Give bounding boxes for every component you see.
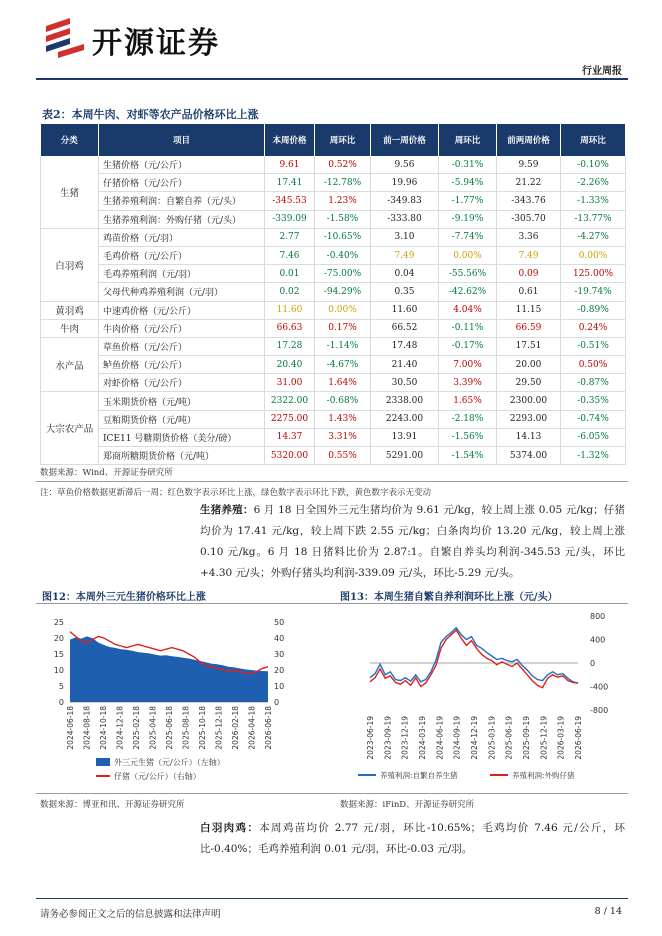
x-tick-label: 2025-08-18 (181, 706, 191, 750)
left-y-tick-label: 10 (53, 666, 64, 675)
category-cell: 大宗农产品 (41, 392, 99, 465)
left-y-tick-label: 15 (53, 650, 64, 659)
right-y-tick-label: 40 (274, 634, 285, 643)
series-line-self-breeding (370, 628, 578, 684)
x-tick-label: 2026-06-18 (264, 706, 273, 750)
header-two-weeks: 前两周价格 (497, 124, 561, 156)
figure-title-rule (36, 603, 628, 604)
x-tick-label: 2023-09-19 (383, 716, 393, 760)
x-tick-label: 2025-06-18 (165, 706, 174, 750)
table-source: 数据来源：Wind、开源证券研究所 (40, 468, 173, 478)
change-cell: -0.68% (315, 392, 371, 410)
price-cell: 2338.00 (371, 392, 439, 410)
table-row (41, 428, 626, 446)
table-row (41, 265, 626, 283)
price-cell: 20.40 (265, 356, 315, 374)
change-cell: -7.74% (439, 228, 497, 246)
table-row (41, 156, 626, 174)
change-cell: -4.27% (561, 228, 626, 246)
category-cell: 水产品 (41, 337, 99, 392)
change-cell: -1.58% (315, 210, 371, 228)
price-cell: 7.46 (265, 246, 315, 264)
table-divider (36, 481, 628, 482)
change-cell: -0.17% (439, 337, 497, 355)
table-row (41, 410, 626, 428)
x-tick-label: 2025-03-19 (487, 716, 497, 760)
legend-label-piglet: 仔猪（元/公斤）（右轴） (114, 772, 201, 781)
change-cell: -55.56% (439, 265, 497, 283)
item-cell: 生猪养殖利润：自繁自养（元/头） (99, 192, 265, 210)
legend-label-purchased-piglet: 养殖利润:外购仔猪 (512, 771, 575, 780)
item-cell: 毛鸡养殖利润（元/羽） (99, 265, 265, 283)
item-cell: 鲈鱼价格（元/公斤） (99, 356, 265, 374)
item-cell: 中速鸡价格（元/公斤） (99, 301, 265, 319)
right-y-tick-label: 20 (274, 666, 285, 675)
change-cell: -1.33% (561, 192, 626, 210)
table-row (41, 283, 626, 301)
header-this-week: 本周价格 (265, 124, 315, 156)
x-tick-label: 2025-09-19 (522, 716, 531, 760)
x-tick-label: 2026-03-19 (556, 716, 566, 760)
item-cell: 郑商所糖期货价格（元/吨） (99, 447, 265, 465)
legend-swatch-live-pig (96, 758, 110, 766)
price-cell: 17.51 (497, 337, 561, 355)
table-note: 注：草鱼价格数据更新滞后一周；红色数字表示环比上涨，绿色数字表示环比下跌，黄色数字表示无变动 (40, 488, 432, 498)
table-row (41, 174, 626, 192)
change-cell: 0.55% (315, 447, 371, 465)
x-tick-label: 2024-12-19 (470, 716, 479, 760)
price-cell: 2.77 (265, 228, 315, 246)
legend-label-live-pig: 外三元生猪（元/公斤）（左轴） (114, 758, 225, 767)
change-cell: 7.00% (439, 356, 497, 374)
brand-logo-icon (44, 18, 88, 58)
change-cell: -1.56% (439, 428, 497, 446)
header-wow-prev2: 周环比 (561, 124, 626, 156)
change-cell: -10.65% (315, 228, 371, 246)
table-row (41, 192, 626, 210)
x-tick-label: 2024-06-19 (435, 716, 445, 760)
header-category: 分类 (41, 124, 99, 156)
table-header-row (41, 124, 626, 156)
change-cell: -0.74% (561, 410, 626, 428)
price-cell: -333.80 (371, 210, 439, 228)
legend-label-self-breeding: 养殖利润:自繁自养生猪 (380, 771, 458, 780)
change-cell: -13.77% (561, 210, 626, 228)
price-cell: 21.40 (371, 356, 439, 374)
change-cell: 3.39% (439, 374, 497, 392)
x-tick-label: 2026-02-18 (231, 706, 240, 750)
price-cell: 66.52 (371, 319, 439, 337)
right-y-tick-label: 10 (274, 682, 285, 691)
change-cell: -1.54% (439, 447, 497, 465)
chicken-paragraph-lead: 白羽肉鸡： (200, 822, 260, 834)
right-y-tick-label: 30 (274, 650, 285, 659)
price-cell: 66.63 (265, 319, 315, 337)
fig12-title: 图12：本周外三元生猪价格环比上涨 (42, 592, 206, 603)
change-cell: -4.67% (315, 356, 371, 374)
price-cell: 31.00 (265, 374, 315, 392)
price-cell: -345.53 (265, 192, 315, 210)
item-cell: 生猪价格（元/公斤） (99, 156, 265, 174)
item-cell: 玉米期货价格（元/吨） (99, 392, 265, 410)
x-tick-label: 2024-08-18 (82, 706, 92, 750)
price-cell: 14.37 (265, 428, 315, 446)
price-cell: 13.91 (371, 428, 439, 446)
x-tick-label: 2025-12-18 (214, 706, 224, 750)
x-tick-label: 2024-10-18 (99, 706, 108, 750)
price-cell: 11.60 (371, 301, 439, 319)
table-title: 表2：本周牛肉、对虾等农产品价格环比上涨 (42, 108, 259, 121)
fig13-source: 数据来源：iFinD、开源证券研究所 (340, 800, 475, 810)
change-cell: -75.00% (315, 265, 371, 283)
report-type: 行业周报 (582, 66, 622, 77)
item-cell: 仔猪价格（元/公斤） (99, 174, 265, 192)
price-cell: 0.01 (265, 265, 315, 283)
footer-disclaimer: 请务必参阅正文之后的信息披露和法律声明 (40, 909, 221, 920)
header-wow: 周环比 (315, 124, 371, 156)
x-tick-label: 2026-04-18 (247, 706, 257, 750)
price-cell: 9.59 (497, 156, 561, 174)
x-tick-label: 2024-06-18 (66, 706, 75, 750)
right-y-tick-label: 50 (274, 618, 285, 627)
table-row (41, 392, 626, 410)
change-cell: -12.78% (315, 174, 371, 192)
price-cell: 0.04 (371, 265, 439, 283)
left-y-tick-label: 20 (53, 634, 64, 643)
left-y-tick-label: 25 (53, 618, 64, 627)
change-cell: 4.04% (439, 301, 497, 319)
table-row (41, 337, 626, 355)
x-tick-label: 2025-10-18 (198, 706, 207, 750)
table-row (41, 447, 626, 465)
price-cell: 2243.00 (371, 410, 439, 428)
change-cell: -0.31% (439, 156, 497, 174)
change-cell: -0.11% (439, 319, 497, 337)
page-number: 8 / 14 (594, 906, 622, 917)
item-cell: 父母代种鸡养殖利润（元/羽） (99, 283, 265, 301)
change-cell: -0.89% (561, 301, 626, 319)
price-cell: 5320.00 (265, 447, 315, 465)
change-cell: -0.87% (561, 374, 626, 392)
figure-source-rule (36, 793, 628, 794)
table-row (41, 319, 626, 337)
item-cell: 草鱼价格（元/公斤） (99, 337, 265, 355)
fig13-title: 图13：本周生猪自繁自养利润环比上涨（元/头） (340, 592, 558, 603)
price-cell: 0.02 (265, 283, 315, 301)
chicken-paragraph-text: 本周鸡苗均价 2.77 元/羽，环比-10.65%；毛鸡均价 7.46 元/公斤，环比-0.40%；毛鸡养殖利润 0.01 元/羽，环比-0.03 元/羽。 (200, 822, 625, 855)
header-last-week: 前一周价格 (371, 124, 439, 156)
change-cell: 0.00% (315, 301, 371, 319)
y-tick-label: -400 (590, 682, 609, 692)
change-cell: 1.65% (439, 392, 497, 410)
change-cell: -9.19% (439, 210, 497, 228)
x-tick-label: 2024-12-18 (115, 706, 125, 750)
price-cell: 17.41 (265, 174, 315, 192)
price-cell: 19.96 (371, 174, 439, 192)
item-cell: 生猪养殖利润：外购仔猪（元/头） (99, 210, 265, 228)
item-cell: 毛鸡价格（元/公斤） (99, 246, 265, 264)
price-cell: 3.36 (497, 228, 561, 246)
table-row (41, 228, 626, 246)
item-cell: ICE11 号糖期货价格（美分/磅） (99, 428, 265, 446)
brand-name: 开源证券 (92, 26, 220, 61)
price-cell: 7.49 (497, 246, 561, 264)
change-cell: -6.05% (561, 428, 626, 446)
change-cell: 3.31% (315, 428, 371, 446)
price-cell: 17.28 (265, 337, 315, 355)
pig-paragraph-text: 6 月 18 日全国外三元生猪均价为 9.61 元/kg，较上周上涨 0.05 元/kg；仔猪均价为 17.41 元/kg，较上周下跌 2.55 元/kg；白条肉均价 13.20 元/kg，较上周上涨 0.10 元/kg。6 月 18 日猪料比价为 2.87:1。自繁自养头均利润-345.53 元/头，环比+4.30 元/头；外购仔猪头均利润-339.09 元/头，环比-5.29 元/头。 (200, 504, 626, 579)
change-cell: -0.40% (315, 246, 371, 264)
price-cell: 0.61 (497, 283, 561, 301)
category-cell: 生猪 (41, 156, 99, 228)
right-y-tick-label: 0 (274, 698, 280, 707)
price-cell: 0.35 (371, 283, 439, 301)
change-cell: 0.17% (315, 319, 371, 337)
change-cell: -5.94% (439, 174, 497, 192)
x-tick-label: 2024-09-19 (452, 716, 462, 760)
change-cell: 1.23% (315, 192, 371, 210)
x-tick-label: 2024-03-19 (418, 716, 427, 760)
price-cell: 11.60 (265, 301, 315, 319)
price-cell: 9.61 (265, 156, 315, 174)
table-row (41, 356, 626, 374)
series-line-purchased-piglet (370, 630, 578, 688)
change-cell: -0.51% (561, 337, 626, 355)
price-cell: 11.15 (497, 301, 561, 319)
header-wow-prev: 周环比 (439, 124, 497, 156)
category-cell: 白羽鸡 (41, 228, 99, 301)
x-tick-label: 2023-12-19 (400, 716, 410, 760)
change-cell: 0.00% (561, 246, 626, 264)
series-area-live-pig (70, 636, 268, 702)
change-cell: -0.35% (561, 392, 626, 410)
left-y-tick-label: 5 (58, 682, 64, 691)
item-cell: 对虾价格（元/公斤） (99, 374, 265, 392)
item-cell: 牛肉价格（元/公斤） (99, 319, 265, 337)
left-y-tick-label: 0 (58, 698, 64, 707)
change-cell: 125.00% (561, 265, 626, 283)
price-cell: 30.50 (371, 374, 439, 392)
price-cell: 2322.00 (265, 392, 315, 410)
change-cell: 0.52% (315, 156, 371, 174)
price-cell: 20.00 (497, 356, 561, 374)
price-cell: 21.22 (497, 174, 561, 192)
change-cell: 1.43% (315, 410, 371, 428)
item-cell: 鸡苗价格（元/羽） (99, 228, 265, 246)
header-item: 项目 (99, 124, 265, 156)
change-cell: -0.10% (561, 156, 626, 174)
chicken-paragraph (200, 818, 625, 860)
x-tick-label: 2025-06-19 (504, 716, 514, 760)
price-cell: -305.70 (497, 210, 561, 228)
change-cell: 0.50% (561, 356, 626, 374)
y-tick-label: 400 (590, 635, 606, 645)
change-cell: 0.00% (439, 246, 497, 264)
table-row (41, 210, 626, 228)
x-tick-label: 2025-04-18 (148, 706, 158, 750)
change-cell: 0.24% (561, 319, 626, 337)
change-cell: -94.29% (315, 283, 371, 301)
price-cell: 5291.00 (371, 447, 439, 465)
change-cell: -2.18% (439, 410, 497, 428)
price-cell: 2293.00 (497, 410, 561, 428)
price-cell: 7.49 (371, 246, 439, 264)
price-table (40, 124, 626, 465)
fig12-chart (40, 606, 320, 784)
price-cell: 17.48 (371, 337, 439, 355)
change-cell: 1.64% (315, 374, 371, 392)
table-row (41, 246, 626, 264)
price-cell: 0.09 (497, 265, 561, 283)
x-tick-label: 2025-02-18 (132, 706, 141, 750)
price-cell: -349.83 (371, 192, 439, 210)
change-cell: -19.74% (561, 283, 626, 301)
price-cell: 66.59 (497, 319, 561, 337)
table-row (41, 301, 626, 319)
change-cell: -1.32% (561, 447, 626, 465)
table-row (41, 374, 626, 392)
price-cell: -343.76 (497, 192, 561, 210)
header-rule (36, 78, 628, 80)
x-tick-label: 2026-06-19 (574, 716, 583, 760)
x-tick-label: 2023-06-19 (366, 716, 375, 760)
item-cell: 豆粕期货价格（元/吨） (99, 410, 265, 428)
price-cell: 9.56 (371, 156, 439, 174)
footer-rule (36, 898, 628, 899)
price-cell: 14.13 (497, 428, 561, 446)
price-cell: 5374.00 (497, 447, 561, 465)
change-cell: -1.77% (439, 192, 497, 210)
pig-paragraph-lead: 生猪养殖： (200, 504, 254, 516)
price-cell: -339.09 (265, 210, 315, 228)
price-cell: 2300.00 (497, 392, 561, 410)
category-cell: 黄羽鸡 (41, 301, 99, 319)
pig-paragraph (200, 500, 625, 584)
price-cell: 3.10 (371, 228, 439, 246)
change-cell: -1.14% (315, 337, 371, 355)
category-cell: 牛肉 (41, 319, 99, 337)
change-cell: -42.62% (439, 283, 497, 301)
fig13-chart (340, 606, 630, 784)
y-tick-label: 800 (590, 612, 606, 621)
price-cell: 29.50 (497, 374, 561, 392)
price-cell: 2275.00 (265, 410, 315, 428)
change-cell: -2.26% (561, 174, 626, 192)
y-tick-label: -800 (590, 706, 609, 715)
x-tick-label: 2025-12-19 (539, 716, 549, 760)
fig12-source: 数据来源：博亚和讯、开源证券研究所 (40, 800, 185, 810)
y-tick-label: 0 (590, 659, 596, 668)
